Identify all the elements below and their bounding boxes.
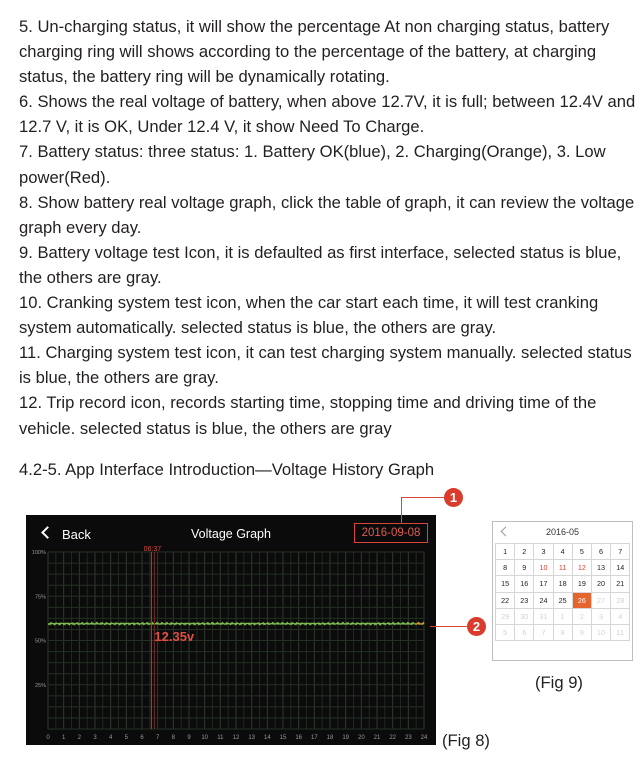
calendar-day-cell[interactable]: 11: [554, 560, 573, 576]
y-tick-label: 100%: [31, 550, 46, 556]
calendar-day-cell[interactable]: 15: [496, 576, 515, 592]
paragraph-item-6: 6. Shows the real voltage of battery, when above 12.7V, it is full; between 12.4V and 12.7 V, it is OK, Under 12.4 V, it show Need To Charge.: [19, 92, 636, 137]
calendar-day-cell[interactable]: 4: [611, 609, 630, 625]
paragraph-item-8: 8. Show battery real voltage graph, click the table of graph, it can review the voltage graph every day.: [19, 192, 635, 237]
calendar-day-cell[interactable]: 8: [496, 560, 515, 576]
calendar-day-cell[interactable]: 29: [496, 609, 515, 625]
instruction-text: [19, 14, 639, 441]
calendar-day-cell[interactable]: 18: [554, 576, 573, 592]
x-tick-label: 2: [77, 735, 82, 741]
calendar-day-cell[interactable]: 4: [554, 544, 573, 560]
callout-1-connector-v: [401, 497, 402, 524]
screen-top-bar: [26, 515, 436, 551]
paragraph-item-9: 9. Battery voltage test Icon, it is defaulted as first interface, selected status is blue, the others are gray.: [19, 242, 622, 287]
calendar-day-cell[interactable]: 5: [573, 544, 592, 560]
voltage-graph-screen: [26, 515, 436, 745]
calendar-day-cell[interactable]: 10: [592, 625, 611, 641]
calendar-day-cell[interactable]: 1: [554, 609, 573, 625]
calendar-day-cell[interactable]: 1: [496, 544, 515, 560]
calendar-day-cell[interactable]: 22: [496, 593, 515, 609]
calendar-day-cell[interactable]: 23: [515, 593, 534, 609]
x-tick-label: 10: [201, 735, 209, 741]
calendar-day-cell[interactable]: 2: [573, 609, 592, 625]
y-tick-label: 25%: [34, 682, 46, 689]
calendar-day-cell[interactable]: 17: [534, 576, 553, 592]
y-tick-label: 75%: [34, 594, 46, 601]
callout-marker-1: 1: [444, 488, 463, 507]
calendar-day-cell[interactable]: 12: [573, 560, 592, 576]
x-tick-label: 24: [420, 735, 428, 741]
calendar-day-cell[interactable]: 5: [496, 625, 515, 641]
x-tick-label: 12: [232, 735, 240, 741]
calendar-day-cell[interactable]: 13: [592, 560, 611, 576]
calendar-day-cell[interactable]: 26: [573, 593, 592, 609]
calendar-day-cell[interactable]: 11: [611, 625, 630, 641]
calendar-header: [493, 522, 632, 543]
calendar-day-cell[interactable]: 20: [592, 576, 611, 592]
y-tick-label: 50%: [34, 638, 46, 645]
x-tick-label: 8: [171, 735, 176, 741]
calendar-day-cell[interactable]: 21: [611, 576, 630, 592]
x-tick-label: 19: [342, 735, 350, 741]
x-tick-label: 4: [108, 735, 113, 741]
x-tick-label: 13: [248, 735, 256, 741]
calendar-grid: [495, 543, 630, 641]
cursor-time-label: 06:37: [143, 546, 162, 553]
x-tick-label: 11: [217, 735, 224, 741]
calendar-day-cell[interactable]: 6: [515, 625, 534, 641]
x-tick-label: 16: [295, 735, 303, 741]
paragraph-item-7: 7. Battery status: three status: 1. Battery OK(blue), 2. Charging(Orange), 3. Low power(Red).: [19, 142, 606, 187]
x-tick-label: 9: [187, 735, 191, 741]
x-tick-label: 23: [404, 735, 412, 741]
callout-1-connector-h: [401, 497, 448, 498]
fig9-caption: (Fig 9): [535, 673, 583, 692]
calendar-day-cell[interactable]: 7: [611, 544, 630, 560]
callout-marker-2: 2: [467, 617, 486, 636]
calendar-day-cell[interactable]: 19: [573, 576, 592, 592]
x-tick-label: 17: [310, 735, 318, 741]
calendar-day-cell[interactable]: 6: [592, 544, 611, 560]
calendar-day-cell[interactable]: 9: [515, 560, 534, 576]
calendar-day-cell[interactable]: 16: [515, 576, 534, 592]
calendar-day-cell[interactable]: 25: [554, 593, 573, 609]
calendar-day-cell[interactable]: 30: [515, 609, 534, 625]
screen-title: Voltage Graph: [191, 527, 271, 541]
x-tick-label: 21: [373, 735, 381, 741]
calendar-month-label: 2016-05: [545, 527, 580, 537]
x-tick-label: 18: [326, 735, 334, 741]
section-heading: 4.2-5. App Interface Introduction—Voltage History Graph: [19, 460, 435, 479]
calendar-day-cell[interactable]: 14: [611, 560, 630, 576]
paragraph-item-11: 11. Charging system test icon, it can test charging system manually. selected status is blue, the others are gray.: [19, 343, 632, 388]
calendar-day-cell[interactable]: 3: [592, 609, 611, 625]
calendar-popup: [492, 521, 633, 661]
x-tick-label: 15: [279, 735, 287, 741]
calendar-day-cell[interactable]: 31: [534, 609, 553, 625]
calendar-day-cell[interactable]: 7: [534, 625, 553, 641]
calendar-day-cell[interactable]: 9: [573, 625, 592, 641]
calendar-day-cell[interactable]: 2: [515, 544, 534, 560]
calendar-day-cell[interactable]: 28: [611, 593, 630, 609]
back-button[interactable]: Back: [62, 527, 91, 542]
x-tick-label: 1: [61, 735, 66, 741]
paragraph-item-5: 5. Un-charging status, it will show the percentage At non charging status, battery charging ring will shows according to the percentage of the battery, at charging status, the battery ring will be dynamically rotating.: [19, 17, 610, 87]
calendar-day-cell[interactable]: 24: [534, 593, 553, 609]
x-tick-label: 20: [357, 735, 365, 741]
x-tick-label: 3: [93, 735, 97, 741]
calendar-day-cell[interactable]: 3: [534, 544, 553, 560]
x-tick-label: 0: [46, 735, 50, 741]
x-tick-label: 22: [389, 735, 397, 741]
x-tick-label: 5: [124, 735, 129, 741]
x-tick-label: 6: [140, 735, 144, 741]
x-tick-label: 14: [263, 735, 271, 741]
calendar-day-cell[interactable]: 27: [592, 593, 611, 609]
callout-2-connector: [430, 626, 467, 627]
calendar-day-cell[interactable]: 10: [534, 560, 553, 576]
paragraph-item-10: 10. Cranking system test icon, when the car start each time, it will test cranking system automatically. selected status is blue, the others are gray.: [19, 293, 599, 338]
cursor-voltage-label: 12.35v: [154, 629, 195, 644]
fig8-caption: (Fig 8): [442, 731, 490, 750]
x-tick-label: 7: [155, 735, 160, 741]
date-picker-button[interactable]: 2016-09-08: [354, 523, 428, 543]
paragraph-item-12: 12. Trip record icon, records starting time, stopping time and driving time of the vehicle. selected status is blue, the others are gray: [19, 393, 597, 438]
calendar-day-cell[interactable]: 8: [554, 625, 573, 641]
